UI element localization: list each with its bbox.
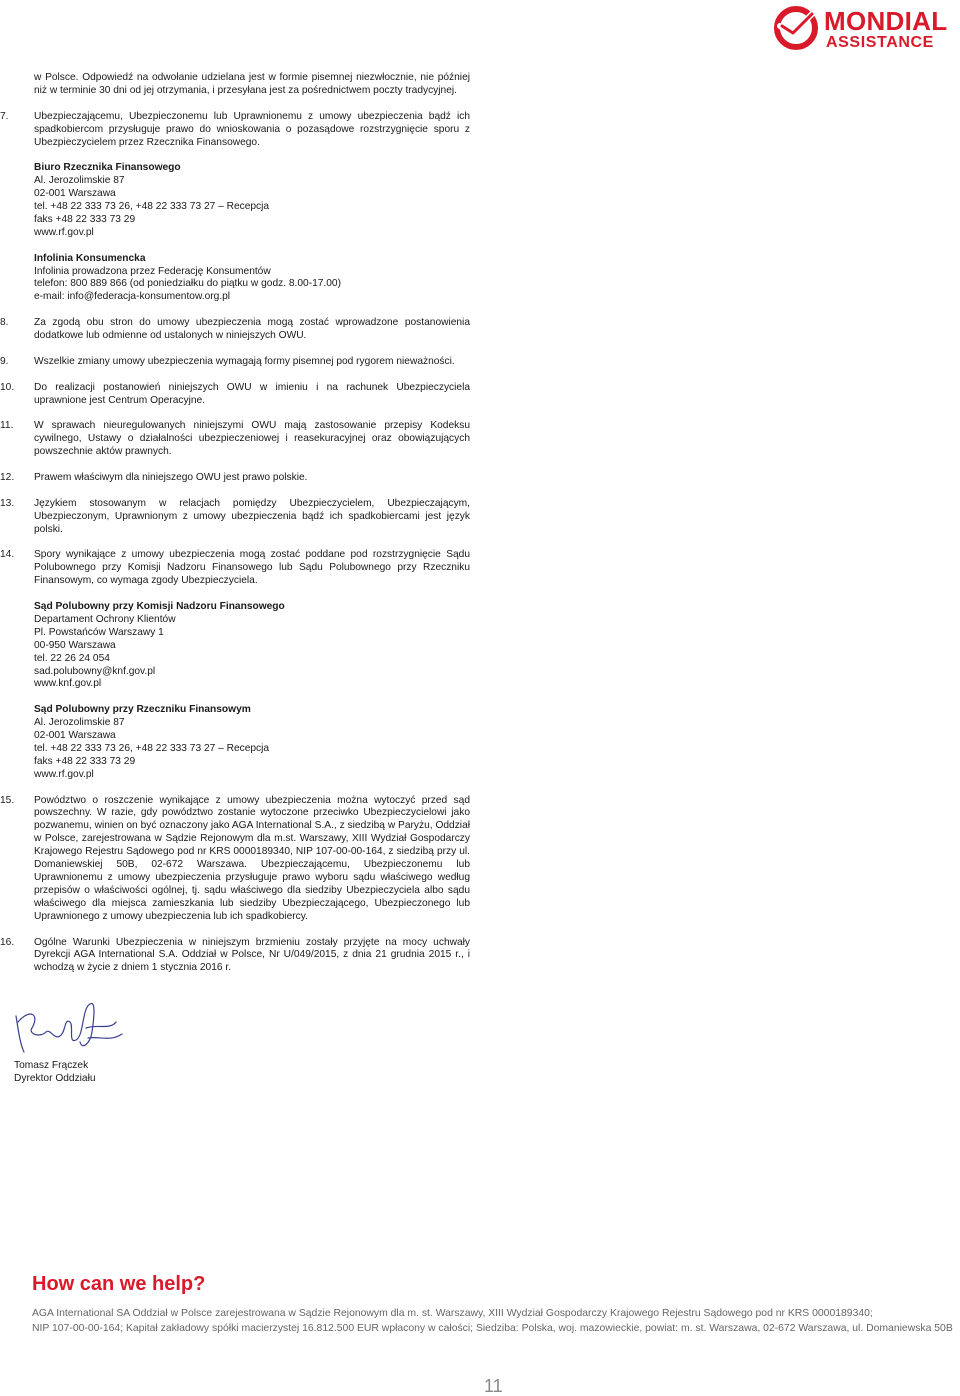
rf-link[interactable]: www.rf.gov.pl	[34, 226, 94, 238]
knf-title: Sąd Polubowny przy Komisji Nadzoru Finansowego	[34, 600, 285, 612]
rf2-title: Sąd Polubowny przy Rzeczniku Finansowym	[34, 704, 251, 716]
item-text: Za zgodą obu stron do umowy ubezpieczenia mogą zostać wprowadzone postanowienia dodatkowe lub odmienne od ustalonych w niniejszych OWU.	[34, 317, 470, 342]
footer-title: How can we help?	[32, 1273, 206, 1295]
knf-link[interactable]: www.knf.gov.pl	[34, 678, 102, 690]
signatory	[14, 1060, 96, 1086]
footer-line: NIP 107-00-00-164; Kapitał zakładowy spółki macierzystej 16.812.500 EUR wpłacony w całości; Siedziba: Polska, woj. mazowieckie, powiat: m. st. Warszawa, 02-672 Warszawa, ul. Domaniewska 50B	[32, 1323, 953, 1334]
item-text: Do realizacji postanowień niniejszych OWU w imieniu i na rachunek Ubezpieczyciela uprawnione jest Centrum Operacyjne.	[34, 381, 470, 406]
footer-line: AGA International SA Oddział w Polsce zarejestrowana w Sądzie Rejonowym dla m. st. Warszawy, XIII Wydział Gospodarczy Krajowego Rejestru Sądowego pod nr KRS 0000189340;	[32, 1308, 873, 1319]
intro-paragraph: w Polsce. Odpowiedź na odwołanie udzielana jest w formie pisemnej niezwłocznie, nie później niż w terminie 30 dni od jej otrzymania, i przesyłana jest za pośrednictwem poczty tradycyjnej.	[34, 72, 470, 96]
infolinia-email[interactable]: e-mail: info@federacja-konsumentow.org.pl	[34, 291, 231, 303]
knf-line: Departament Ochrony Klientów	[34, 613, 176, 625]
knf-line: tel. 22 26 24 054	[34, 652, 110, 664]
rf2-contact-block	[34, 704, 470, 781]
logo-swoosh-icon	[772, 4, 824, 54]
knf-line: Pl. Powstańców Warszawy 1	[34, 626, 164, 638]
item-number: 11.	[0, 420, 14, 432]
infolinia-title: Infolinia Konsumencka	[34, 252, 146, 264]
signatory-role: Dyrektor Oddziału	[14, 1072, 96, 1084]
rf2-line: Al. Jerozolimskie 87	[34, 717, 125, 729]
infolinia-contact-block	[34, 253, 470, 305]
rf2-link[interactable]: www.rf.gov.pl	[34, 768, 94, 780]
rf-line: 02-001 Warszawa	[34, 188, 116, 200]
list-item-13	[0, 497, 470, 537]
infolinia-line: telefon: 800 889 866 (od poniedziałku do piątku w godz. 8.00-17.00)	[34, 278, 341, 290]
infolinia-line: Infolinia prowadzona przez Federację Konsumentów	[34, 265, 271, 277]
document-body	[0, 72, 470, 988]
page-number: 11	[484, 1376, 503, 1396]
item-number: 10.	[0, 381, 15, 393]
item-number: 12.	[0, 471, 15, 483]
rf-line: Al. Jerozolimskie 87	[34, 175, 125, 187]
rf-line: faks +48 22 333 73 29	[34, 213, 136, 225]
rf2-line: 02-001 Warszawa	[34, 730, 116, 742]
signatory-name: Tomasz Frączek	[14, 1060, 89, 1071]
knf-email[interactable]: sad.polubowny@knf.gov.pl	[34, 665, 156, 677]
logo-line2: ASSISTANCE	[826, 34, 934, 51]
item-number: 7.	[0, 110, 9, 122]
handwritten-signature	[10, 988, 130, 1058]
list-item-8	[0, 317, 470, 343]
item-text: Wszelkie zmiany umowy ubezpieczenia wymagają formy pisemnej pod rygorem nieważności.	[34, 355, 455, 367]
rf2-line: tel. +48 22 333 73 26, +48 22 333 73 27 – Recepcja	[34, 742, 270, 754]
knf-line: 00-950 Warszawa	[34, 639, 116, 651]
list-item-7	[0, 110, 470, 150]
list-item-11	[0, 420, 470, 459]
item-number: 13.	[0, 497, 15, 509]
rf2-line: faks +48 22 333 73 29	[34, 755, 136, 767]
item-text: Ogólne Warunki Ubezpieczenia w niniejszym brzmieniu zostały przyjęte na mocy uchwały Dyrekcji AGA International S.A. Oddział w Polsce, Nr U/049/2015, z dnia 21 grudnia 2015 r., i wchodzą w życie z dniem 1 stycznia 2016 r.	[34, 936, 470, 974]
list-item-12	[0, 471, 470, 485]
item-number: 16.	[0, 936, 15, 948]
item-text: W sprawach nieuregulowanych niniejszymi OWU mają zastosowanie przepisy Kodeksu cywilnego, Ustawy o działalności ubezpieczeniowej i reasekuracyjnej oraz obowiązujących powszechnie aktów prawnych.	[34, 420, 470, 458]
knf-contact-block	[34, 601, 470, 691]
list-item-14	[0, 549, 470, 588]
list-item-16	[0, 936, 470, 976]
mondial-assistance-logo	[772, 4, 958, 54]
item-text: Powództwo o roszczenie wynikające z umowy ubezpieczenia można wytoczyć przed sąd powszechny. W razie, gdy powództwo zostanie wytoczone przeciwko Ubezpieczycielowi jako pozwanemu, winien on być oznaczony jako AGA International S.A., z siedzibą w Paryżu, Oddział w Polsce, zarejestrowana w Sądzie Rejonowym dla m.st. Warszawy, XIII Wydział Gospodarczy Krajowego Rejestru Sądowego pod nr KRS 0000189340, NIP 107-00-00-164, z siedzibą przy ul. Domaniewskiej 50B, 02-672 Warszawa. Ubezpieczającemu, Ubezpieczonemu lub Uprawnionemu z umowy ubezpieczenia przysługuje prawo wyboru sądu właściwego według przepisów o właściwości ogólnej, tj. sądu właściwego dla siedziby Ubezpieczyciela albo sądu właściwego dla miejsca zamieszkania lub siedziby Ubezpieczającego, Ubezpieczonego lub Uprawnionego z umowy ubezpieczenia lub ich spadkobiercy.	[34, 794, 470, 922]
list-item-9	[0, 355, 470, 369]
item-text: Prawem właściwym dla niniejszego OWU jest prawo polskie.	[34, 471, 308, 483]
item-text: Ubezpieczającemu, Ubezpieczonemu lub Uprawnionemu z umowy ubezpieczenia bądź ich spadkobiercom przysługuje prawo do wnioskowania o pozasądowe rozstrzygnięcie sporu z Ubezpieczycielem przez Rzecznika Finansowego.	[34, 110, 470, 148]
item-number: 8.	[0, 317, 9, 329]
rf-line: tel. +48 22 333 73 26, +48 22 333 73 27 – Recepcja	[34, 201, 270, 213]
item-text: Językiem stosowanym w relacjach pomiędzy Ubezpieczycielem, Ubezpieczającym, Ubezpieczonym, Uprawnionym z umowy ubezpieczenia bądź ich spadkobiercami jest język polski.	[34, 497, 470, 535]
item-text: Spory wynikające z umowy ubezpieczenia mogą zostać poddane pod rozstrzygnięcie Sądu Polubownego przy Komisji Nadzoru Finansowego lub Sądu Polubownego przy Rzeczniku Finansowym, co wymaga zgody Ubezpieczyciela.	[34, 549, 470, 587]
item-number: 9.	[0, 355, 9, 367]
item-number: 15.	[0, 794, 15, 806]
rf-contact-block	[34, 162, 470, 239]
list-item-15	[0, 794, 470, 924]
item-number: 14.	[0, 549, 15, 561]
logo-line1: MONDIAL	[824, 6, 948, 36]
footer-legal-text	[32, 1306, 953, 1336]
rf-title: Biuro Rzecznika Finansowego	[34, 162, 181, 174]
list-item-10	[0, 381, 470, 408]
